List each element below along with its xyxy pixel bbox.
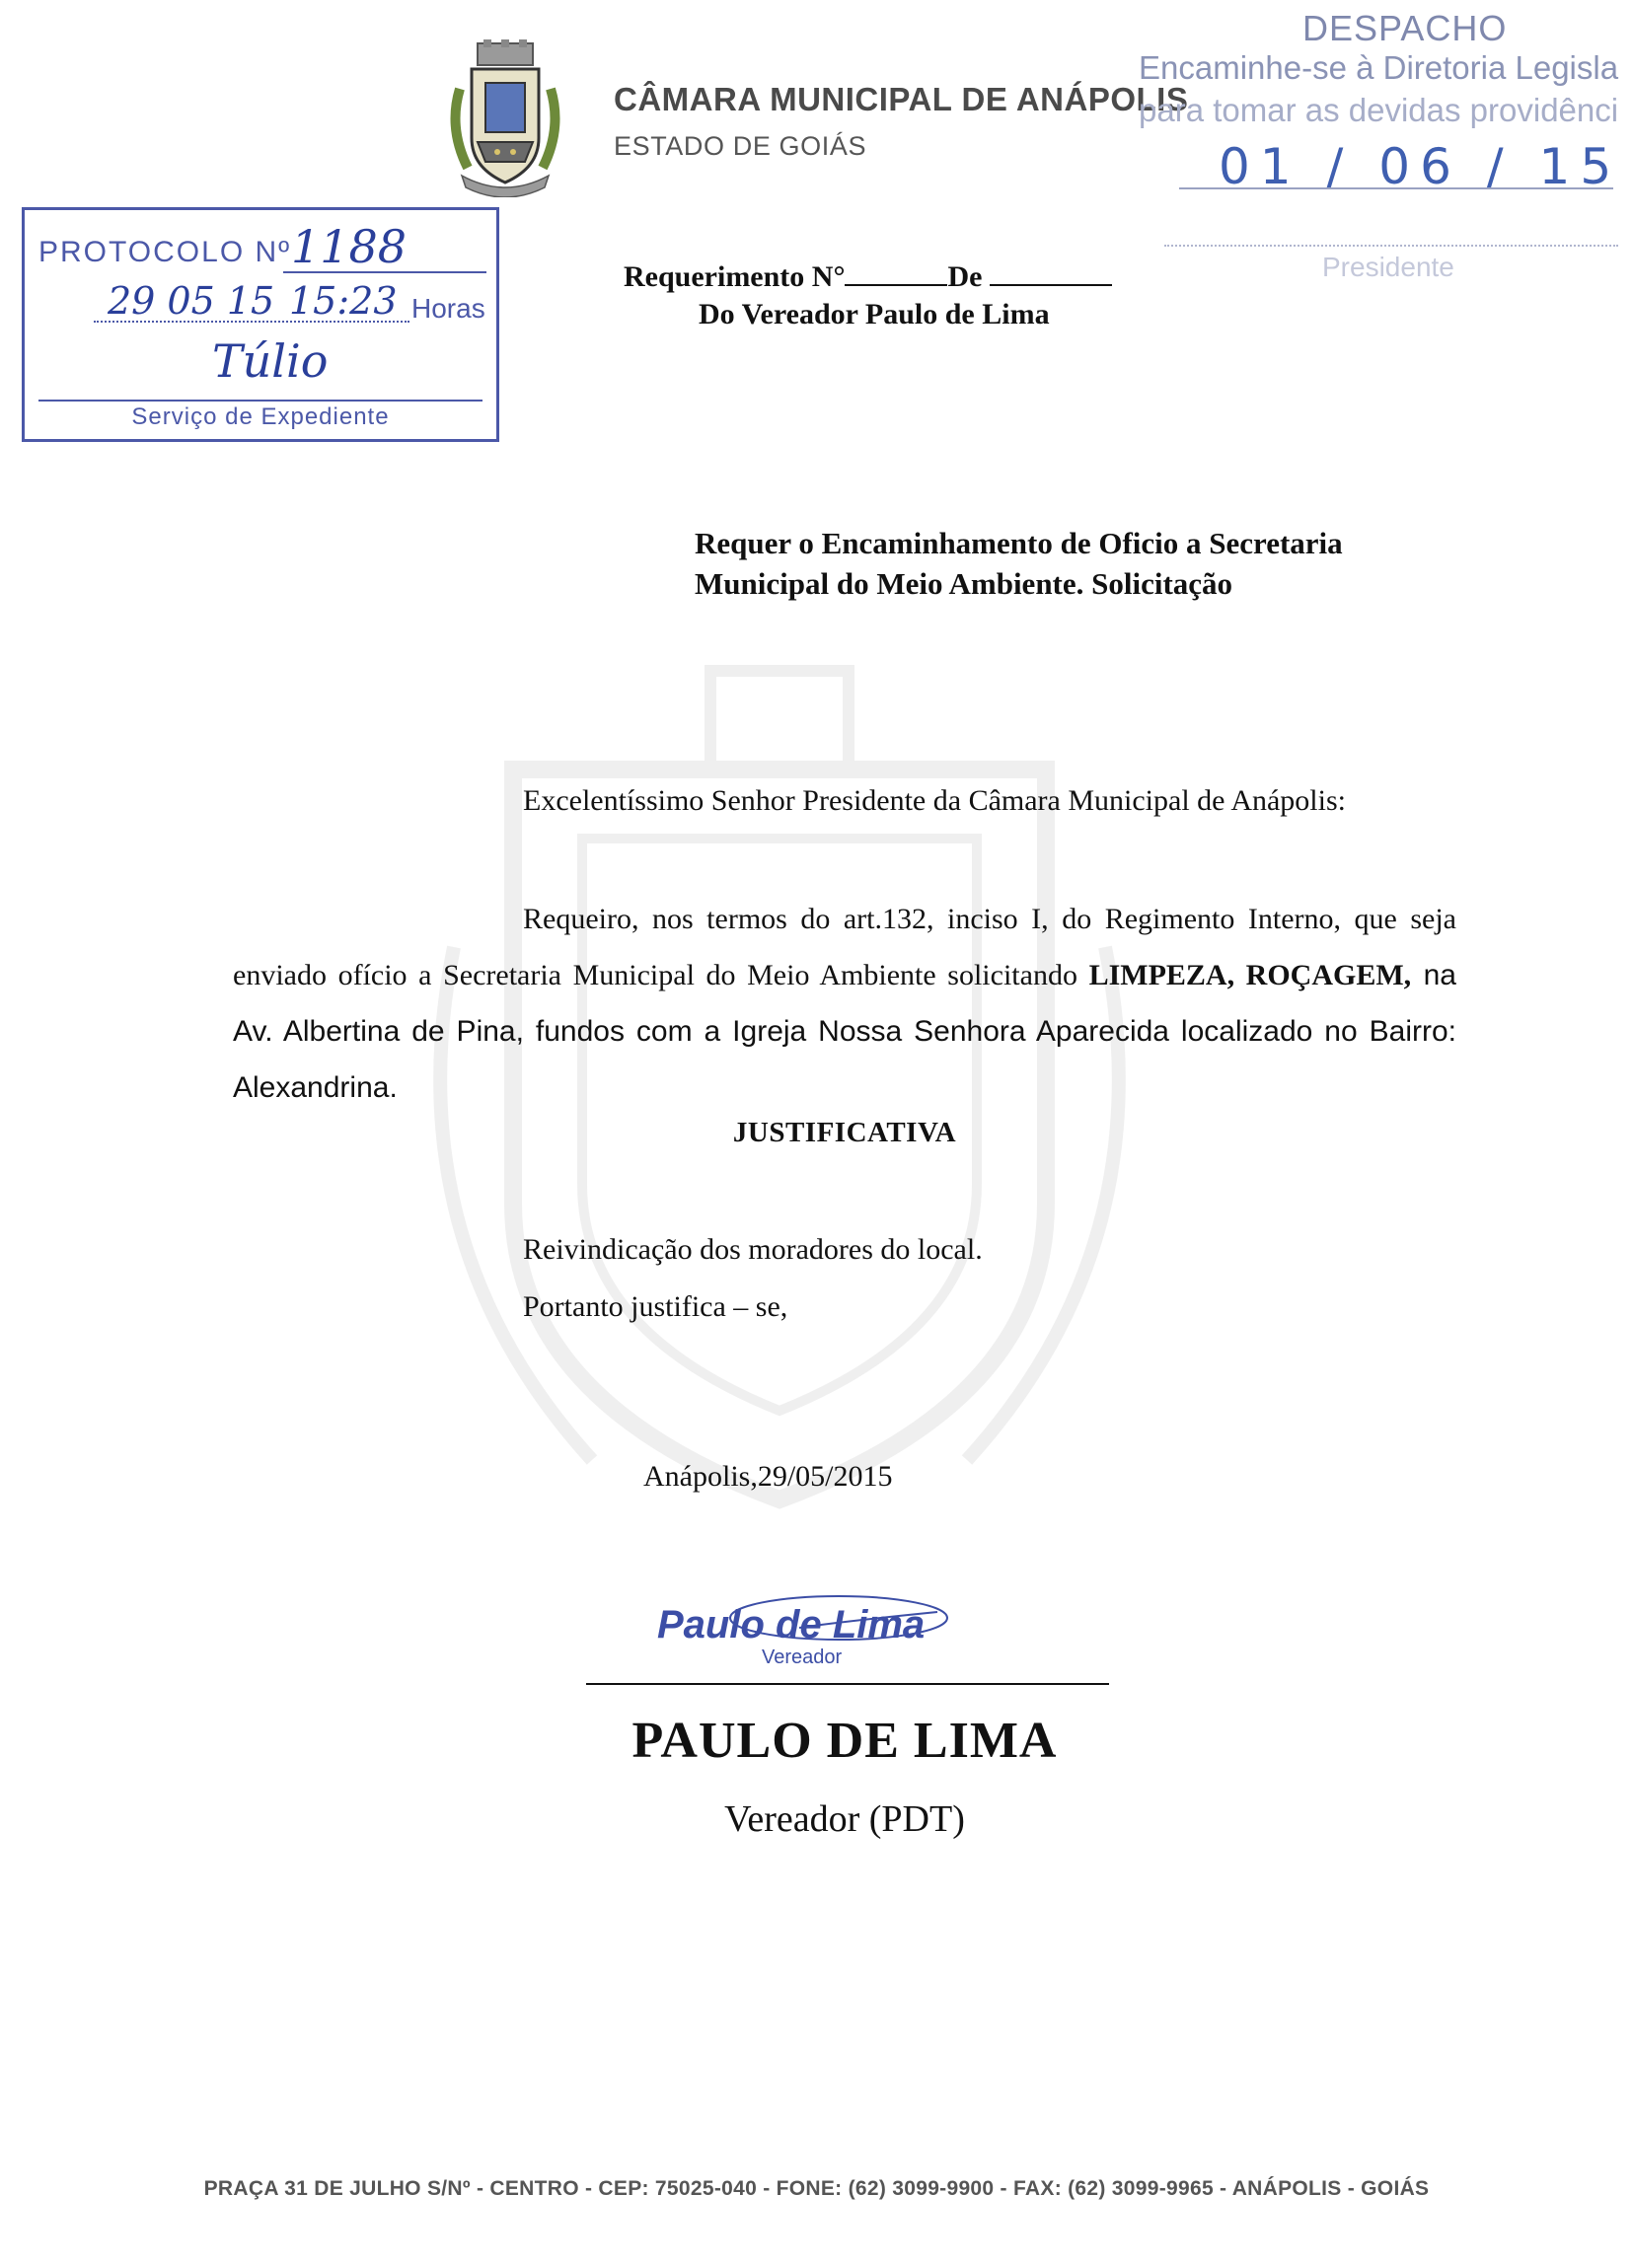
protocol-time-unit: Horas: [411, 293, 485, 324]
signature-stamp: [651, 1582, 977, 1681]
despacho-title: DESPACHO: [1302, 8, 1508, 48]
despacho-stamp: [1125, 0, 1628, 286]
request-paragraph: [233, 891, 1456, 1116]
protocol-date: 29 05 15: [108, 279, 275, 323]
despacho-date-rule: [1179, 187, 1613, 189]
paragraph-text-part1: Requeiro, nos termos do art.132, inciso I, do Regimento Interno, que seja enviado ofício a Secretaria Municipal do Meio Ambiente solicitando: [233, 903, 1456, 991]
municipal-crest-logo: [438, 39, 572, 197]
protocol-label: PROTOCOLO Nº: [38, 236, 292, 268]
salutation: Excelentíssimo Senhor Presidente da Câmara Municipal de Anápolis:: [523, 784, 1346, 817]
requerimento-number-blank: [845, 280, 947, 286]
protocol-number-rule: [283, 271, 486, 273]
despacho-signature-rule: [1164, 245, 1618, 247]
justification-title: JUSTIFICATIVA: [732, 1117, 957, 1148]
institution-name: CÂMARA MUNICIPAL DE ANÁPOLIS: [614, 81, 1189, 117]
protocol-time: 15:23: [289, 279, 398, 323]
footer-address: PRAÇA 31 DE JULHO S/Nº - CENTRO - CEP: 75025-040 - FONE: (62) 3099-9900 - FAX: (62) 3099-9965 - ANÁPOLIS - GOIÁS: [203, 2177, 1430, 2200]
signer-name: PAULO DE LIMA: [631, 1713, 1058, 1769]
requerimento-date-label: De: [947, 260, 983, 293]
despacho-date: 01 / 06 / 15: [1219, 138, 1622, 195]
despacho-president-label: Presidente: [1322, 252, 1454, 282]
requerimento-date-blank: [990, 280, 1112, 286]
signer-role: Vereador (PDT): [724, 1798, 965, 1840]
despacho-instruction-line2: para tomar as devidas providênci: [1139, 92, 1619, 128]
requerimento-number-line: [624, 260, 1112, 294]
justification-line2: Portanto justifica – se,: [523, 1290, 788, 1323]
despacho-instruction-line1: Encaminhe-se à Diretoria Legisla: [1139, 49, 1619, 86]
protocol-stamp: [22, 207, 499, 442]
protocol-handwritten-signature: Túlio: [212, 334, 329, 388]
justification-line1: Reivindicação dos moradores do local.: [523, 1233, 983, 1266]
requerimento-author: Do Vereador Paulo de Lima: [699, 298, 1050, 330]
paragraph-bold-services: LIMPEZA, ROÇAGEM,: [1088, 959, 1412, 991]
institution-state: ESTADO DE GOIÁS: [614, 131, 867, 161]
paragraph-text-part2: na Av. Albertina de Pina, fundos com a Igreja Nossa Senhora Aparecida localizado no Bairro: Alexandrina.: [233, 959, 1456, 1104]
protocol-signature-rule: [38, 400, 482, 402]
place-date: Anápolis,29/05/2015: [643, 1460, 893, 1493]
requerimento-number-label: Requerimento N°: [624, 260, 846, 293]
signature-rule: [586, 1683, 1109, 1685]
protocol-number: 1188: [291, 220, 408, 273]
document-subject: Requer o Encaminhamento de Oficio a Secretaria Municipal do Meio Ambiente. Solicitação: [695, 526, 1343, 601]
signature-stamp-name: Paulo de Lima: [657, 1603, 926, 1646]
signature-stamp-role: Vereador: [762, 1646, 843, 1668]
protocol-department: Serviço de Expediente: [131, 403, 390, 430]
protocol-date-rule: [94, 321, 409, 323]
